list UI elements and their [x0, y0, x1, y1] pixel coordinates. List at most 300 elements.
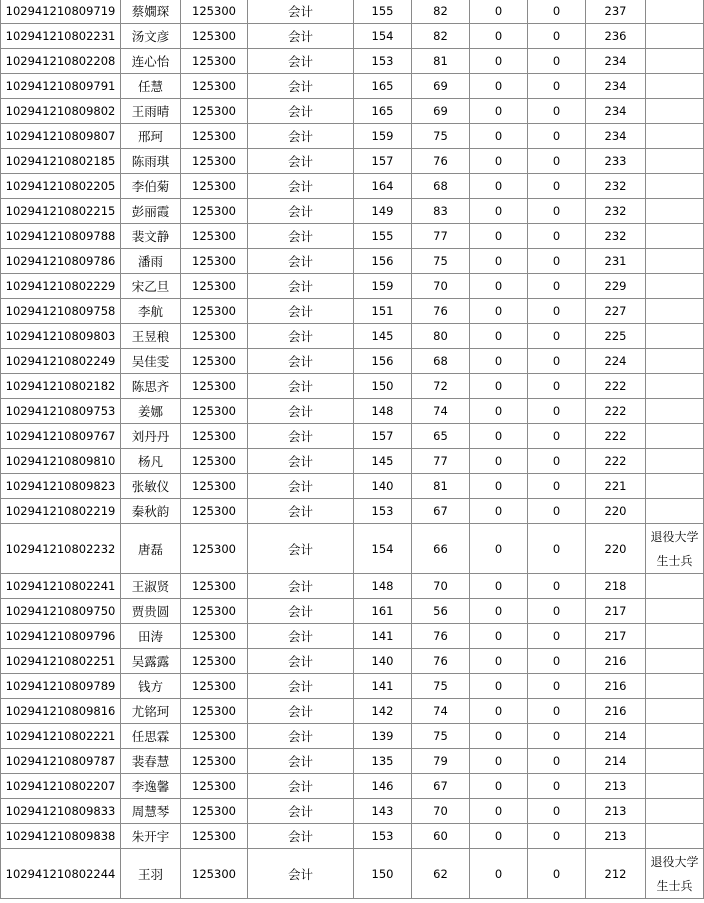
candidate-id-cell: 102941210809816	[1, 699, 121, 724]
score-4-cell: 0	[528, 599, 586, 624]
total-score-cell: 229	[586, 274, 646, 299]
total-score-cell: 213	[586, 774, 646, 799]
table-row	[1, 474, 704, 499]
score-4-cell: 0	[528, 699, 586, 724]
major-name-cell: 会计	[248, 824, 354, 849]
candidate-name-cell: 贾贵圆	[121, 599, 181, 624]
score-2-cell: 79	[412, 749, 470, 774]
candidate-id-cell: 102941210809807	[1, 124, 121, 149]
candidate-id-cell: 102941210809796	[1, 624, 121, 649]
candidate-name-cell: 钱方	[121, 674, 181, 699]
score-4-cell: 0	[528, 674, 586, 699]
remark-cell	[646, 774, 704, 799]
score-3-cell: 0	[470, 449, 528, 474]
score-1-cell: 156	[354, 249, 412, 274]
table-row	[1, 524, 704, 574]
major-name-cell: 会计	[248, 99, 354, 124]
major-name-cell: 会计	[248, 399, 354, 424]
major-name-cell: 会计	[248, 424, 354, 449]
major-code-cell: 125300	[181, 499, 248, 524]
total-score-cell: 224	[586, 349, 646, 374]
candidate-name-cell: 秦秋韵	[121, 499, 181, 524]
candidate-id-cell: 102941210809786	[1, 249, 121, 274]
remark-cell	[646, 474, 704, 499]
major-code-cell: 125300	[181, 349, 248, 374]
score-4-cell: 0	[528, 624, 586, 649]
score-4-cell: 0	[528, 249, 586, 274]
score-2-cell: 70	[412, 574, 470, 599]
major-code-cell: 125300	[181, 674, 248, 699]
candidate-id-cell: 102941210809789	[1, 674, 121, 699]
score-4-cell: 0	[528, 224, 586, 249]
candidate-name-cell: 邢珂	[121, 124, 181, 149]
major-code-cell: 125300	[181, 824, 248, 849]
candidate-name-cell: 杨凡	[121, 449, 181, 474]
score-4-cell: 0	[528, 749, 586, 774]
major-name-cell: 会计	[248, 649, 354, 674]
candidate-id-cell: 102941210809758	[1, 299, 121, 324]
total-score-cell: 234	[586, 99, 646, 124]
major-code-cell: 125300	[181, 699, 248, 724]
candidate-id-cell: 102941210802221	[1, 724, 121, 749]
score-1-cell: 148	[354, 574, 412, 599]
total-score-cell: 234	[586, 49, 646, 74]
major-name-cell: 会计	[248, 699, 354, 724]
major-name-cell: 会计	[248, 524, 354, 574]
major-code-cell: 125300	[181, 649, 248, 674]
candidate-id-cell: 102941210802219	[1, 499, 121, 524]
major-name-cell: 会计	[248, 274, 354, 299]
score-4-cell: 0	[528, 349, 586, 374]
major-name-cell: 会计	[248, 124, 354, 149]
major-code-cell: 125300	[181, 474, 248, 499]
candidate-name-cell: 王淑贤	[121, 574, 181, 599]
score-4-cell: 0	[528, 199, 586, 224]
total-score-cell: 212	[586, 849, 646, 899]
total-score-cell: 217	[586, 599, 646, 624]
score-4-cell: 0	[528, 849, 586, 899]
score-1-cell: 150	[354, 849, 412, 899]
remark-cell	[646, 824, 704, 849]
remark-cell	[646, 99, 704, 124]
score-3-cell: 0	[470, 574, 528, 599]
major-code-cell: 125300	[181, 424, 248, 449]
score-1-cell: 155	[354, 0, 412, 24]
score-2-cell: 67	[412, 774, 470, 799]
score-3-cell: 0	[470, 774, 528, 799]
major-name-cell: 会计	[248, 449, 354, 474]
score-4-cell: 0	[528, 574, 586, 599]
candidate-name-cell: 刘丹丹	[121, 424, 181, 449]
candidate-name-cell: 王雨晴	[121, 99, 181, 124]
total-score-cell: 213	[586, 824, 646, 849]
major-code-cell: 125300	[181, 274, 248, 299]
score-2-cell: 76	[412, 149, 470, 174]
score-2-cell: 56	[412, 599, 470, 624]
remark-cell	[646, 24, 704, 49]
score-1-cell: 145	[354, 324, 412, 349]
score-3-cell: 0	[470, 149, 528, 174]
score-3-cell: 0	[470, 99, 528, 124]
candidate-id-cell: 102941210802244	[1, 849, 121, 899]
major-code-cell: 125300	[181, 774, 248, 799]
remark-cell	[646, 449, 704, 474]
table-row	[1, 124, 704, 149]
major-code-cell: 125300	[181, 399, 248, 424]
major-code-cell: 125300	[181, 524, 248, 574]
remark-cell	[646, 249, 704, 274]
score-1-cell: 135	[354, 749, 412, 774]
score-3-cell: 0	[470, 249, 528, 274]
score-4-cell: 0	[528, 49, 586, 74]
score-3-cell: 0	[470, 0, 528, 24]
score-3-cell: 0	[470, 424, 528, 449]
major-name-cell: 会计	[248, 374, 354, 399]
candidate-name-cell: 汤文彦	[121, 24, 181, 49]
candidate-id-cell: 102941210809788	[1, 224, 121, 249]
total-score-cell: 225	[586, 324, 646, 349]
remark-cell	[646, 674, 704, 699]
score-3-cell: 0	[470, 699, 528, 724]
score-2-cell: 68	[412, 174, 470, 199]
total-score-cell: 222	[586, 374, 646, 399]
candidate-name-cell: 裴文静	[121, 224, 181, 249]
candidate-name-cell: 田涛	[121, 624, 181, 649]
score-1-cell: 161	[354, 599, 412, 624]
remark-cell	[646, 799, 704, 824]
table-row	[1, 24, 704, 49]
score-3-cell: 0	[470, 399, 528, 424]
major-name-cell: 会计	[248, 849, 354, 899]
candidate-id-cell: 102941210802251	[1, 649, 121, 674]
score-3-cell: 0	[470, 49, 528, 74]
total-score-cell: 234	[586, 124, 646, 149]
score-4-cell: 0	[528, 124, 586, 149]
remark-cell	[646, 124, 704, 149]
score-2-cell: 75	[412, 724, 470, 749]
total-score-cell: 222	[586, 424, 646, 449]
remark-cell	[646, 49, 704, 74]
score-1-cell: 159	[354, 124, 412, 149]
remark-cell	[646, 349, 704, 374]
remark-cell	[646, 274, 704, 299]
candidate-name-cell: 潘雨	[121, 249, 181, 274]
remark-cell	[646, 424, 704, 449]
score-4-cell: 0	[528, 99, 586, 124]
candidate-id-cell: 102941210802182	[1, 374, 121, 399]
score-4-cell: 0	[528, 74, 586, 99]
major-name-cell: 会计	[248, 199, 354, 224]
total-score-cell: 232	[586, 174, 646, 199]
major-code-cell: 125300	[181, 724, 248, 749]
total-score-cell: 214	[586, 724, 646, 749]
table-row	[1, 424, 704, 449]
candidate-name-cell: 蔡嫺琛	[121, 0, 181, 24]
major-name-cell: 会计	[248, 674, 354, 699]
major-code-cell: 125300	[181, 324, 248, 349]
table-row	[1, 774, 704, 799]
remark-cell	[646, 74, 704, 99]
remark-cell	[646, 649, 704, 674]
remark-cell	[646, 324, 704, 349]
score-4-cell: 0	[528, 824, 586, 849]
score-2-cell: 68	[412, 349, 470, 374]
table-row	[1, 149, 704, 174]
table-row	[1, 824, 704, 849]
major-name-cell: 会计	[248, 299, 354, 324]
score-4-cell: 0	[528, 449, 586, 474]
score-1-cell: 153	[354, 499, 412, 524]
table-row	[1, 499, 704, 524]
score-4-cell: 0	[528, 524, 586, 574]
score-3-cell: 0	[470, 174, 528, 199]
score-2-cell: 82	[412, 0, 470, 24]
remark-cell	[646, 374, 704, 399]
score-2-cell: 67	[412, 499, 470, 524]
total-score-cell: 222	[586, 399, 646, 424]
score-3-cell: 0	[470, 524, 528, 574]
remark-cell	[646, 749, 704, 774]
candidate-name-cell: 陈雨琪	[121, 149, 181, 174]
score-3-cell: 0	[470, 124, 528, 149]
score-1-cell: 148	[354, 399, 412, 424]
table-row	[1, 224, 704, 249]
major-name-cell: 会计	[248, 0, 354, 24]
candidate-name-cell: 吴佳雯	[121, 349, 181, 374]
candidate-id-cell: 102941210809719	[1, 0, 121, 24]
candidate-name-cell: 王昱稂	[121, 324, 181, 349]
score-1-cell: 156	[354, 349, 412, 374]
candidate-name-cell: 裴春慧	[121, 749, 181, 774]
score-1-cell: 151	[354, 299, 412, 324]
candidate-id-cell: 102941210802208	[1, 49, 121, 74]
major-code-cell: 125300	[181, 624, 248, 649]
remark-cell: 退役大学生士兵	[646, 849, 704, 899]
score-3-cell: 0	[470, 499, 528, 524]
score-3-cell: 0	[470, 74, 528, 99]
major-name-cell: 会计	[248, 749, 354, 774]
table-row	[1, 349, 704, 374]
candidate-id-cell: 102941210809838	[1, 824, 121, 849]
score-3-cell: 0	[470, 749, 528, 774]
major-name-cell: 会计	[248, 224, 354, 249]
total-score-cell: 234	[586, 74, 646, 99]
candidate-id-cell: 102941210802249	[1, 349, 121, 374]
score-3-cell: 0	[470, 349, 528, 374]
table-row	[1, 249, 704, 274]
table-row	[1, 0, 704, 24]
total-score-cell: 216	[586, 674, 646, 699]
total-score-cell: 236	[586, 24, 646, 49]
remark-cell	[646, 574, 704, 599]
score-1-cell: 143	[354, 799, 412, 824]
table-row	[1, 649, 704, 674]
major-code-cell: 125300	[181, 174, 248, 199]
score-4-cell: 0	[528, 799, 586, 824]
candidate-name-cell: 姜娜	[121, 399, 181, 424]
score-4-cell: 0	[528, 774, 586, 799]
candidate-id-cell: 102941210802205	[1, 174, 121, 199]
score-2-cell: 76	[412, 649, 470, 674]
score-3-cell: 0	[470, 199, 528, 224]
major-name-cell: 会计	[248, 249, 354, 274]
table-row	[1, 624, 704, 649]
major-code-cell: 125300	[181, 0, 248, 24]
candidate-id-cell: 102941210809753	[1, 399, 121, 424]
score-1-cell: 141	[354, 624, 412, 649]
score-3-cell: 0	[470, 299, 528, 324]
score-4-cell: 0	[528, 474, 586, 499]
score-2-cell: 70	[412, 274, 470, 299]
candidate-name-cell: 周慧琴	[121, 799, 181, 824]
score-1-cell: 165	[354, 74, 412, 99]
major-code-cell: 125300	[181, 449, 248, 474]
table-row	[1, 399, 704, 424]
score-1-cell: 150	[354, 374, 412, 399]
remark-cell	[646, 224, 704, 249]
candidate-id-cell: 102941210809791	[1, 74, 121, 99]
total-score-cell: 232	[586, 199, 646, 224]
score-2-cell: 80	[412, 324, 470, 349]
score-2-cell: 81	[412, 49, 470, 74]
candidate-name-cell: 张敏仪	[121, 474, 181, 499]
candidate-name-cell: 彭丽霞	[121, 199, 181, 224]
score-1-cell: 154	[354, 524, 412, 574]
score-3-cell: 0	[470, 224, 528, 249]
major-code-cell: 125300	[181, 224, 248, 249]
candidate-name-cell: 尤铭珂	[121, 699, 181, 724]
major-name-cell: 会计	[248, 474, 354, 499]
remark-cell	[646, 0, 704, 24]
score-3-cell: 0	[470, 849, 528, 899]
table-row	[1, 174, 704, 199]
total-score-cell: 213	[586, 799, 646, 824]
score-2-cell: 77	[412, 449, 470, 474]
remark-cell	[646, 149, 704, 174]
major-code-cell: 125300	[181, 599, 248, 624]
major-name-cell: 会计	[248, 24, 354, 49]
score-1-cell: 146	[354, 774, 412, 799]
score-1-cell: 142	[354, 699, 412, 724]
score-2-cell: 83	[412, 199, 470, 224]
major-code-cell: 125300	[181, 574, 248, 599]
table-row	[1, 849, 704, 899]
major-code-cell: 125300	[181, 374, 248, 399]
major-code-cell: 125300	[181, 99, 248, 124]
major-code-cell: 125300	[181, 149, 248, 174]
total-score-cell: 218	[586, 574, 646, 599]
major-code-cell: 125300	[181, 74, 248, 99]
candidate-name-cell: 吴露露	[121, 649, 181, 674]
total-score-cell: 233	[586, 149, 646, 174]
remark-cell	[646, 199, 704, 224]
candidate-name-cell: 陈思齐	[121, 374, 181, 399]
score-3-cell: 0	[470, 649, 528, 674]
score-1-cell: 155	[354, 224, 412, 249]
score-1-cell: 140	[354, 474, 412, 499]
candidate-name-cell: 唐磊	[121, 524, 181, 574]
remark-cell	[646, 724, 704, 749]
candidate-id-cell: 102941210809750	[1, 599, 121, 624]
score-3-cell: 0	[470, 274, 528, 299]
major-name-cell: 会计	[248, 149, 354, 174]
score-3-cell: 0	[470, 624, 528, 649]
table-row	[1, 374, 704, 399]
candidate-name-cell: 宋乙旦	[121, 274, 181, 299]
score-1-cell: 157	[354, 424, 412, 449]
total-score-cell: 220	[586, 499, 646, 524]
score-2-cell: 75	[412, 674, 470, 699]
table-row	[1, 699, 704, 724]
score-4-cell: 0	[528, 649, 586, 674]
candidate-id-cell: 102941210802229	[1, 274, 121, 299]
major-name-cell: 会计	[248, 174, 354, 199]
table-row	[1, 799, 704, 824]
major-name-cell: 会计	[248, 774, 354, 799]
candidate-name-cell: 李伯菊	[121, 174, 181, 199]
score-3-cell: 0	[470, 24, 528, 49]
score-2-cell: 81	[412, 474, 470, 499]
score-2-cell: 74	[412, 399, 470, 424]
score-4-cell: 0	[528, 0, 586, 24]
score-1-cell: 139	[354, 724, 412, 749]
total-score-cell: 231	[586, 249, 646, 274]
score-2-cell: 66	[412, 524, 470, 574]
score-1-cell: 154	[354, 24, 412, 49]
major-code-cell: 125300	[181, 749, 248, 774]
remark-cell	[646, 599, 704, 624]
candidate-id-cell: 102941210809833	[1, 799, 121, 824]
score-4-cell: 0	[528, 24, 586, 49]
table-row	[1, 199, 704, 224]
table-row	[1, 724, 704, 749]
total-score-cell: 220	[586, 524, 646, 574]
major-name-cell: 会计	[248, 799, 354, 824]
major-name-cell: 会计	[248, 624, 354, 649]
major-code-cell: 125300	[181, 299, 248, 324]
score-4-cell: 0	[528, 149, 586, 174]
score-3-cell: 0	[470, 674, 528, 699]
candidate-name-cell: 任思霖	[121, 724, 181, 749]
score-1-cell: 153	[354, 49, 412, 74]
major-name-cell: 会计	[248, 349, 354, 374]
score-3-cell: 0	[470, 474, 528, 499]
major-code-cell: 125300	[181, 49, 248, 74]
remark-cell	[646, 699, 704, 724]
remark-cell	[646, 499, 704, 524]
total-score-cell: 237	[586, 0, 646, 24]
candidate-name-cell: 李逸馨	[121, 774, 181, 799]
score-4-cell: 0	[528, 424, 586, 449]
candidate-id-cell: 102941210802241	[1, 574, 121, 599]
score-3-cell: 0	[470, 599, 528, 624]
total-score-cell: 222	[586, 449, 646, 474]
score-3-cell: 0	[470, 724, 528, 749]
score-1-cell: 140	[354, 649, 412, 674]
table-row	[1, 574, 704, 599]
remark-cell	[646, 624, 704, 649]
score-1-cell: 164	[354, 174, 412, 199]
score-4-cell: 0	[528, 724, 586, 749]
score-1-cell: 149	[354, 199, 412, 224]
major-code-cell: 125300	[181, 24, 248, 49]
total-score-cell: 217	[586, 624, 646, 649]
major-name-cell: 会计	[248, 49, 354, 74]
candidate-id-cell: 102941210802231	[1, 24, 121, 49]
score-3-cell: 0	[470, 824, 528, 849]
score-4-cell: 0	[528, 274, 586, 299]
candidate-id-cell: 102941210809823	[1, 474, 121, 499]
